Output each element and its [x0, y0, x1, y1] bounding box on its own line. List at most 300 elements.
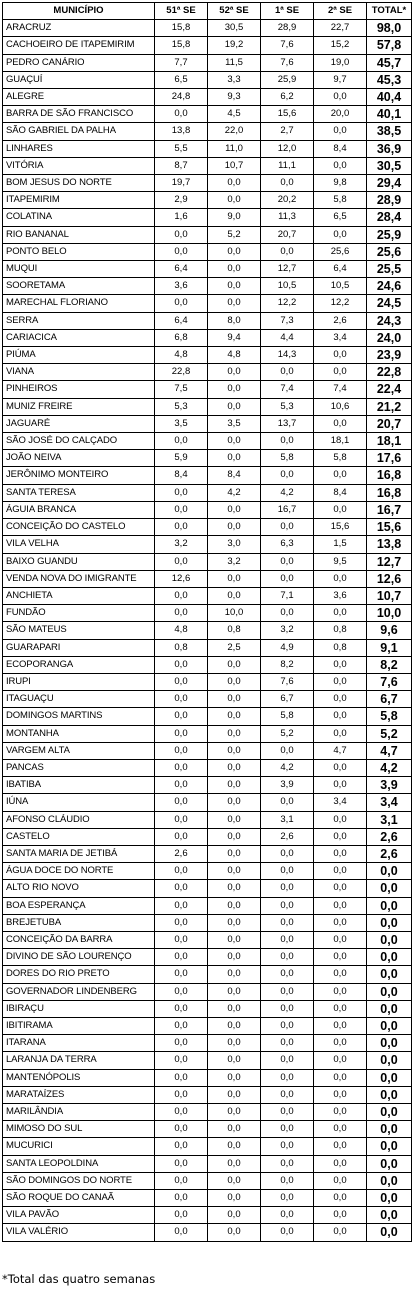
- cell-se-52: 0,0: [208, 450, 261, 467]
- cell-se-2: 0,0: [314, 226, 367, 243]
- cell-se-1: 7,6: [261, 54, 314, 71]
- cell-se-52: 0,0: [208, 759, 261, 776]
- cell-se-52: 0,0: [208, 433, 261, 450]
- cell-se-1: 28,9: [261, 20, 314, 37]
- table-row: [3, 725, 412, 742]
- cell-municipio: PEDRO CANÁRIO: [3, 54, 155, 71]
- table-row: [3, 467, 412, 484]
- cell-se-2: 0,0: [314, 949, 367, 966]
- cell-se-1: 0,0: [261, 914, 314, 931]
- cell-se-1: 0,0: [261, 1086, 314, 1103]
- cell-se-52: 3,5: [208, 415, 261, 432]
- cell-total: 0,0: [367, 1224, 412, 1241]
- cell-se-1: 20,2: [261, 192, 314, 209]
- cell-se-52: 0,0: [208, 570, 261, 587]
- cell-municipio: ITAGUAÇU: [3, 691, 155, 708]
- cell-se-51: 3,2: [155, 536, 208, 553]
- cell-se-2: 0,0: [314, 966, 367, 983]
- cell-se-51: 0,8: [155, 639, 208, 656]
- cell-se-51: 3,6: [155, 278, 208, 295]
- cell-se-51: 0,0: [155, 949, 208, 966]
- cell-se-52: 0,0: [208, 983, 261, 1000]
- cell-se-51: 0,0: [155, 1104, 208, 1121]
- cell-se-2: 9,8: [314, 175, 367, 192]
- cell-se-51: 0,0: [155, 673, 208, 690]
- cell-municipio: ÁGUIA BRANCA: [3, 501, 155, 518]
- cell-se-2: 5,8: [314, 450, 367, 467]
- cell-se-52: 11,0: [208, 140, 261, 157]
- cell-se-51: 15,8: [155, 37, 208, 54]
- cell-municipio: MARECHAL FLORIANO: [3, 295, 155, 312]
- cell-se-52: 19,2: [208, 37, 261, 54]
- header-se-52: 52ª SE: [208, 3, 261, 20]
- cell-se-2: 0,0: [314, 673, 367, 690]
- cell-municipio: SERRA: [3, 312, 155, 329]
- cell-se-1: 4,4: [261, 329, 314, 346]
- table-row: [3, 1017, 412, 1034]
- cell-se-52: 0,0: [208, 1121, 261, 1138]
- cell-se-1: 0,0: [261, 1138, 314, 1155]
- table-row: [3, 415, 412, 432]
- cell-se-51: 0,0: [155, 1138, 208, 1155]
- footnote: *Total das quatro semanas: [2, 1272, 156, 1286]
- cell-municipio: CACHOEIRO DE ITAPEMIRIM: [3, 37, 155, 54]
- cell-se-51: 1,6: [155, 209, 208, 226]
- cell-municipio: VIANA: [3, 364, 155, 381]
- cell-se-2: 6,4: [314, 261, 367, 278]
- cell-municipio: ALTO RIO NOVO: [3, 880, 155, 897]
- cell-se-1: 4,2: [261, 759, 314, 776]
- cell-se-2: 0,0: [314, 983, 367, 1000]
- cell-se-51: 0,0: [155, 226, 208, 243]
- cell-total: 0,0: [367, 1086, 412, 1103]
- cell-se-2: 0,0: [314, 1224, 367, 1241]
- cell-se-2: 0,0: [314, 708, 367, 725]
- cell-municipio: BOA ESPERANÇA: [3, 897, 155, 914]
- cell-se-2: 3,4: [314, 329, 367, 346]
- table-row: [3, 278, 412, 295]
- cell-se-1: 11,1: [261, 157, 314, 174]
- cell-se-52: 0,0: [208, 880, 261, 897]
- cell-se-2: 15,6: [314, 519, 367, 536]
- cell-se-51: 0,0: [155, 725, 208, 742]
- cell-se-52: 0,0: [208, 364, 261, 381]
- table-row: [3, 845, 412, 862]
- cell-se-52: 0,0: [208, 777, 261, 794]
- cell-municipio: MARATAÍZES: [3, 1086, 155, 1103]
- cell-se-2: 0,0: [314, 1052, 367, 1069]
- cell-se-51: 0,0: [155, 1000, 208, 1017]
- table-row: [3, 914, 412, 931]
- cell-se-51: 0,0: [155, 966, 208, 983]
- cell-total: 0,0: [367, 966, 412, 983]
- table-row: [3, 433, 412, 450]
- cell-se-1: 0,0: [261, 983, 314, 1000]
- cell-se-52: 0,0: [208, 1172, 261, 1189]
- cell-total: 2,6: [367, 828, 412, 845]
- cell-se-2: 8,4: [314, 484, 367, 501]
- cell-total: 4,2: [367, 759, 412, 776]
- cell-municipio: IBATIBA: [3, 777, 155, 794]
- cell-se-51: 22,8: [155, 364, 208, 381]
- cell-se-1: 6,7: [261, 691, 314, 708]
- cell-municipio: SÃO DOMINGOS DO NORTE: [3, 1172, 155, 1189]
- table-row: [3, 261, 412, 278]
- cell-total: 29,4: [367, 175, 412, 192]
- cell-total: 0,0: [367, 1035, 412, 1052]
- cell-total: 16,8: [367, 484, 412, 501]
- cell-se-2: 0,0: [314, 691, 367, 708]
- cell-se-52: 0,0: [208, 1155, 261, 1172]
- table-row: [3, 209, 412, 226]
- cell-se-1: 7,6: [261, 37, 314, 54]
- cell-se-2: 0,0: [314, 656, 367, 673]
- cell-se-1: 15,6: [261, 106, 314, 123]
- cell-se-52: 0,0: [208, 1035, 261, 1052]
- cell-municipio: CONCEIÇÃO DA BARRA: [3, 931, 155, 948]
- cell-se-51: 0,0: [155, 295, 208, 312]
- cell-se-51: 0,0: [155, 691, 208, 708]
- cell-se-1: 5,2: [261, 725, 314, 742]
- cell-se-1: 0,0: [261, 897, 314, 914]
- cell-se-1: 5,3: [261, 398, 314, 415]
- cell-total: 24,0: [367, 329, 412, 346]
- cell-se-51: 0,0: [155, 243, 208, 260]
- cell-se-2: 0,0: [314, 931, 367, 948]
- cell-se-51: 7,7: [155, 54, 208, 71]
- cell-municipio: ITARANA: [3, 1035, 155, 1052]
- cell-se-52: 0,0: [208, 845, 261, 862]
- cell-se-2: 4,7: [314, 742, 367, 759]
- cell-municipio: SÃO JOSÉ DO CALÇADO: [3, 433, 155, 450]
- cell-se-51: 0,0: [155, 1207, 208, 1224]
- cell-se-1: 0,0: [261, 1052, 314, 1069]
- cell-se-51: 6,4: [155, 312, 208, 329]
- cell-se-52: 0,0: [208, 243, 261, 260]
- cell-se-51: 0,0: [155, 1224, 208, 1241]
- cell-se-51: 6,5: [155, 71, 208, 88]
- cell-se-51: 8,4: [155, 467, 208, 484]
- cell-total: 0,0: [367, 1155, 412, 1172]
- cell-municipio: GUARAPARI: [3, 639, 155, 656]
- cell-se-2: 0,0: [314, 1190, 367, 1207]
- cell-se-1: 4,9: [261, 639, 314, 656]
- table-row: [3, 381, 412, 398]
- cell-se-1: 13,7: [261, 415, 314, 432]
- cell-se-2: 0,0: [314, 605, 367, 622]
- cell-se-52: 0,0: [208, 295, 261, 312]
- cell-se-2: 0,0: [314, 897, 367, 914]
- cell-total: 25,6: [367, 243, 412, 260]
- cell-se-51: 15,8: [155, 20, 208, 37]
- cell-se-1: 3,9: [261, 777, 314, 794]
- cell-se-2: 19,0: [314, 54, 367, 71]
- cell-se-51: 6,8: [155, 329, 208, 346]
- cell-se-2: 9,7: [314, 71, 367, 88]
- cell-municipio: ÁGUA DOCE DO NORTE: [3, 863, 155, 880]
- cell-se-52: 0,0: [208, 828, 261, 845]
- table-row: [3, 1172, 412, 1189]
- table-row: [3, 949, 412, 966]
- cell-municipio: PANCAS: [3, 759, 155, 776]
- cell-total: 16,7: [367, 501, 412, 518]
- cell-se-2: 0,0: [314, 1207, 367, 1224]
- cell-total: 17,6: [367, 450, 412, 467]
- table-row: [3, 450, 412, 467]
- cell-se-2: 0,0: [314, 1121, 367, 1138]
- cell-total: 0,0: [367, 1104, 412, 1121]
- cell-se-1: 0,0: [261, 553, 314, 570]
- cell-se-2: 0,0: [314, 725, 367, 742]
- table-row: [3, 157, 412, 174]
- cell-se-52: 3,0: [208, 536, 261, 553]
- cell-total: 40,1: [367, 106, 412, 123]
- cell-se-1: 0,0: [261, 845, 314, 862]
- cell-se-52: 0,0: [208, 914, 261, 931]
- cell-se-1: 14,3: [261, 347, 314, 364]
- cell-se-52: 0,0: [208, 931, 261, 948]
- cell-se-52: 0,0: [208, 1224, 261, 1241]
- cell-se-51: 0,0: [155, 484, 208, 501]
- cell-se-51: 0,0: [155, 1121, 208, 1138]
- table-row: [3, 347, 412, 364]
- table-row: [3, 484, 412, 501]
- table-row: [3, 605, 412, 622]
- cell-total: 45,7: [367, 54, 412, 71]
- cell-se-2: 0,0: [314, 415, 367, 432]
- cell-se-2: 0,0: [314, 1086, 367, 1103]
- cell-municipio: RIO BANANAL: [3, 226, 155, 243]
- cell-se-1: 0,0: [261, 467, 314, 484]
- cell-total: 7,6: [367, 673, 412, 690]
- cell-se-52: 0,0: [208, 1017, 261, 1034]
- cell-se-52: 0,0: [208, 1104, 261, 1121]
- cell-total: 24,6: [367, 278, 412, 295]
- cell-total: 3,1: [367, 811, 412, 828]
- cell-municipio: VILA VALÉRIO: [3, 1224, 155, 1241]
- cell-se-1: 6,2: [261, 89, 314, 106]
- cell-se-2: 7,4: [314, 381, 367, 398]
- cell-se-52: 0,0: [208, 398, 261, 415]
- cell-se-1: 0,0: [261, 1017, 314, 1034]
- cell-se-52: 0,0: [208, 192, 261, 209]
- table-row: [3, 931, 412, 948]
- cell-se-1: 8,2: [261, 656, 314, 673]
- cell-se-1: 0,0: [261, 519, 314, 536]
- cell-total: 23,9: [367, 347, 412, 364]
- cell-municipio: ARACRUZ: [3, 20, 155, 37]
- cell-municipio: IÚNA: [3, 794, 155, 811]
- cell-se-1: 0,0: [261, 742, 314, 759]
- cell-se-1: 0,0: [261, 1121, 314, 1138]
- cell-se-51: 0,0: [155, 931, 208, 948]
- cell-se-52: 4,8: [208, 347, 261, 364]
- cell-se-52: 4,5: [208, 106, 261, 123]
- cell-total: 57,8: [367, 37, 412, 54]
- cell-total: 0,0: [367, 880, 412, 897]
- cell-se-51: 0,0: [155, 106, 208, 123]
- cell-se-52: 0,0: [208, 1052, 261, 1069]
- cell-total: 0,0: [367, 1190, 412, 1207]
- table-row: [3, 501, 412, 518]
- cell-se-1: 2,7: [261, 123, 314, 140]
- cell-se-2: 12,2: [314, 295, 367, 312]
- cell-se-52: 30,5: [208, 20, 261, 37]
- table-row: [3, 1104, 412, 1121]
- table-row: [3, 587, 412, 604]
- cell-se-2: 0,8: [314, 639, 367, 656]
- cell-se-2: 0,0: [314, 123, 367, 140]
- cell-se-51: 19,7: [155, 175, 208, 192]
- cell-municipio: CARIACICA: [3, 329, 155, 346]
- cell-total: 13,8: [367, 536, 412, 553]
- cell-se-2: 22,7: [314, 20, 367, 37]
- cell-se-51: 0,0: [155, 759, 208, 776]
- cell-se-51: 0,0: [155, 708, 208, 725]
- cell-se-1: 0,0: [261, 931, 314, 948]
- cell-total: 0,0: [367, 949, 412, 966]
- cell-municipio: SANTA LEOPOLDINA: [3, 1155, 155, 1172]
- table-row: [3, 553, 412, 570]
- table-row: [3, 329, 412, 346]
- table-row: [3, 1155, 412, 1172]
- cell-se-2: 8,4: [314, 140, 367, 157]
- cell-se-1: 4,2: [261, 484, 314, 501]
- cell-se-1: 0,0: [261, 1104, 314, 1121]
- cell-se-1: 16,7: [261, 501, 314, 518]
- table-row: [3, 673, 412, 690]
- table-row: [3, 966, 412, 983]
- cell-total: 0,0: [367, 1052, 412, 1069]
- table-row: [3, 1190, 412, 1207]
- cell-total: 3,4: [367, 794, 412, 811]
- cell-se-52: 0,0: [208, 381, 261, 398]
- cell-municipio: CONCEIÇÃO DO CASTELO: [3, 519, 155, 536]
- cell-se-1: 11,3: [261, 209, 314, 226]
- cell-se-52: 5,2: [208, 226, 261, 243]
- cell-se-1: 7,1: [261, 587, 314, 604]
- cell-se-52: 0,0: [208, 811, 261, 828]
- cell-se-1: 0,0: [261, 175, 314, 192]
- cell-total: 28,9: [367, 192, 412, 209]
- table-row: [3, 20, 412, 37]
- cell-se-52: 0,0: [208, 1086, 261, 1103]
- cell-municipio: IRUPI: [3, 673, 155, 690]
- cell-se-1: 25,9: [261, 71, 314, 88]
- cell-municipio: BAIXO GUANDU: [3, 553, 155, 570]
- cell-se-1: 5,8: [261, 708, 314, 725]
- cell-se-51: 0,0: [155, 1155, 208, 1172]
- cell-se-1: 0,0: [261, 1035, 314, 1052]
- cell-se-1: 7,6: [261, 673, 314, 690]
- table-row: [3, 1138, 412, 1155]
- cell-total: 18,1: [367, 433, 412, 450]
- cell-total: 24,5: [367, 295, 412, 312]
- cell-se-1: 12,7: [261, 261, 314, 278]
- cell-se-2: 0,0: [314, 1138, 367, 1155]
- cell-municipio: SANTA TERESA: [3, 484, 155, 501]
- cell-total: 6,7: [367, 691, 412, 708]
- cell-se-2: 9,5: [314, 553, 367, 570]
- table-row: [3, 691, 412, 708]
- cell-municipio: PONTO BELO: [3, 243, 155, 260]
- table-row: [3, 811, 412, 828]
- header-total: TOTAL*: [367, 3, 412, 20]
- cell-total: 4,7: [367, 742, 412, 759]
- cell-se-51: 0,0: [155, 1172, 208, 1189]
- table-row: [3, 140, 412, 157]
- header-municipio: MUNICÍPIO: [3, 3, 155, 20]
- cell-total: 8,2: [367, 656, 412, 673]
- table-row: [3, 570, 412, 587]
- cell-total: 36,9: [367, 140, 412, 157]
- cell-municipio: DIVINO DE SÃO LOURENÇO: [3, 949, 155, 966]
- cell-municipio: VILA VELHA: [3, 536, 155, 553]
- table-row: [3, 71, 412, 88]
- cell-se-2: 0,0: [314, 1035, 367, 1052]
- header-se-51: 51ª SE: [155, 3, 208, 20]
- table-row: [3, 1121, 412, 1138]
- cell-se-52: 0,0: [208, 966, 261, 983]
- cell-se-1: 0,0: [261, 1190, 314, 1207]
- cell-total: 0,0: [367, 983, 412, 1000]
- table-row: [3, 312, 412, 329]
- cell-municipio: COLATINA: [3, 209, 155, 226]
- cell-municipio: BREJETUBA: [3, 914, 155, 931]
- cell-municipio: SÃO MATEUS: [3, 622, 155, 639]
- table-row: [3, 759, 412, 776]
- cell-se-2: 0,8: [314, 622, 367, 639]
- cell-se-1: 0,0: [261, 1069, 314, 1086]
- cell-total: 10,7: [367, 587, 412, 604]
- cell-total: 45,3: [367, 71, 412, 88]
- cell-municipio: LARANJA DA TERRA: [3, 1052, 155, 1069]
- cell-municipio: SOORETAMA: [3, 278, 155, 295]
- table-row: [3, 37, 412, 54]
- table-row: [3, 106, 412, 123]
- cell-se-1: 0,0: [261, 1207, 314, 1224]
- table-row: [3, 536, 412, 553]
- table-row: [3, 1224, 412, 1241]
- cell-se-51: 24,8: [155, 89, 208, 106]
- cell-se-52: 8,4: [208, 467, 261, 484]
- cell-total: 9,1: [367, 639, 412, 656]
- cell-total: 22,8: [367, 364, 412, 381]
- cell-total: 38,5: [367, 123, 412, 140]
- table-row: [3, 192, 412, 209]
- cell-se-2: 15,2: [314, 37, 367, 54]
- cell-se-2: 0,0: [314, 828, 367, 845]
- header-se-2: 2ª SE: [314, 3, 367, 20]
- cell-total: 15,6: [367, 519, 412, 536]
- cell-municipio: PINHEIROS: [3, 381, 155, 398]
- cell-se-2: 6,5: [314, 209, 367, 226]
- table-row: [3, 398, 412, 415]
- cell-municipio: MUCURICI: [3, 1138, 155, 1155]
- cell-se-2: 0,0: [314, 570, 367, 587]
- cell-se-1: 0,0: [261, 433, 314, 450]
- cell-se-51: 0,0: [155, 983, 208, 1000]
- cell-municipio: AFONSO CLÁUDIO: [3, 811, 155, 828]
- cell-se-51: 5,5: [155, 140, 208, 157]
- cell-municipio: IBIRAÇU: [3, 1000, 155, 1017]
- cell-se-1: 0,0: [261, 364, 314, 381]
- cell-se-52: 0,0: [208, 501, 261, 518]
- cell-se-52: 9,0: [208, 209, 261, 226]
- table-row: [3, 708, 412, 725]
- table-row: [3, 54, 412, 71]
- cell-se-2: 0,0: [314, 863, 367, 880]
